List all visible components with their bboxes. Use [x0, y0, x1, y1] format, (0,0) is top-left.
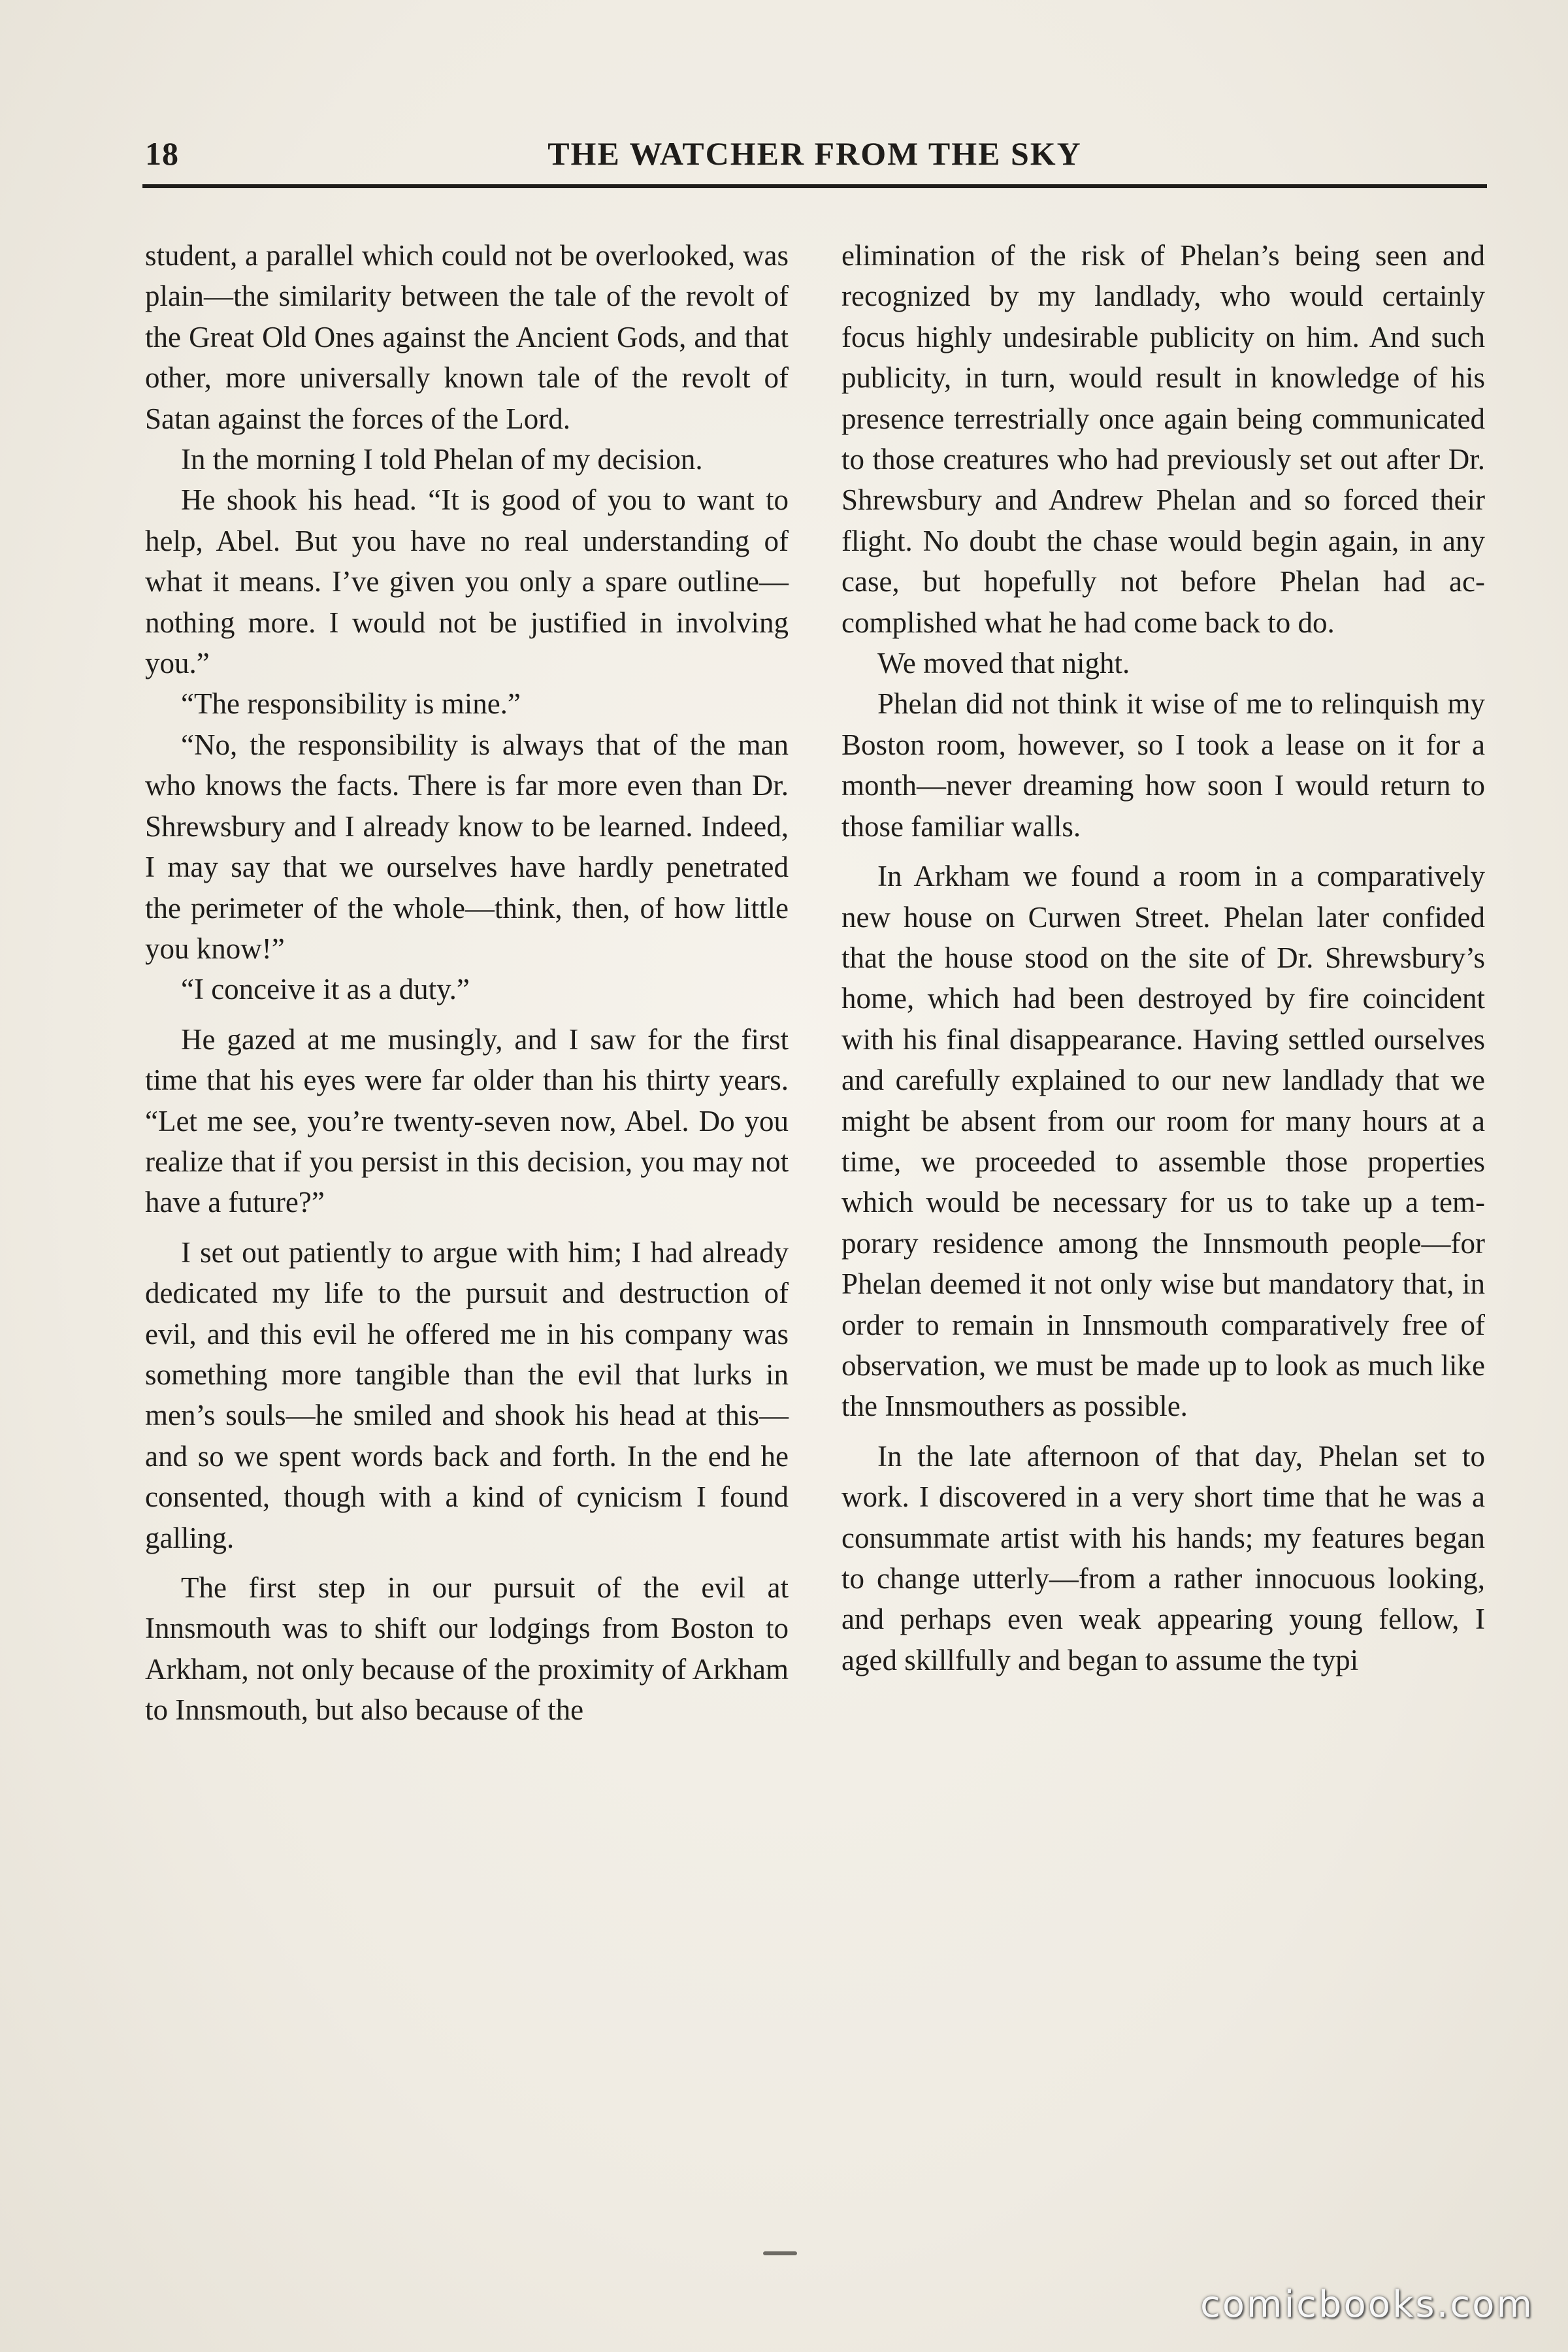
paragraph: “I conceive it as a duty.”: [181, 973, 470, 1006]
running-title: THE WATCHER FROM THE SKY: [547, 135, 1082, 172]
paragraph: “The responsibility is mine.”: [181, 687, 521, 721]
paragraph: Phelan did not think it wise of me to relinquish my Boston room, however, so I took a lease on it for a month—never dreaming how soon I would return to those familiar walls.: [841, 687, 1485, 843]
right-column: [841, 235, 1485, 1680]
paragraph: In the morning I told Phelan of my decision.: [181, 443, 703, 476]
paragraph: He shook his head. “It is good of you to want to help, Abel. But you have no real understanding of what it means. I’ve given you only a spare outline—nothing more. I would not be justified in involving you.”: [145, 483, 789, 680]
paragraph: elimination of the risk of Phelan’s being seen and recognized by my landlady, who would certainly focus highly undesirable publicity on him. And such publicity, in turn, would result in knowledge of his presence terrestrially once again being communicated to those creatures who had previously set out after Dr. Shrewsbury and Andrew Phelan and so forced their flight. No doubt the chase would begin again, in any case, but hopefully not before Phelan had accomplished what he had come back to do.: [841, 239, 1485, 639]
page-number: 18: [145, 135, 179, 172]
paragraph: In the late afternoon of that day, Phelan set to work. I discovered in a very short time that he was a consummate artist with his hands; my features began to change utterly—from a rather innocuous looking, and perhaps even weak appearing young fellow, I aged skillfully and began to assume the typi: [841, 1439, 1485, 1676]
printer-mark: [763, 2251, 797, 2255]
paragraph: He gazed at me musingly, and I saw for the first time that his eyes were far older than his thirty years. “Let me see, you’re twenty-seven now, Abel. Do you realize that if you persist in this decision, you may not have a future?”: [145, 1022, 789, 1219]
paragraph: “No, the responsibility is always that of the man who knows the facts. There is far more even than Dr. Shrewsbury and I already know to be learned. Indeed, I may say that we ourselves have hardly penetrated the perimeter of the whole—think, then, of how little you know!”: [145, 728, 789, 965]
watermark-logo: comicbooks.com: [1200, 2283, 1534, 2326]
page-header: [145, 135, 1484, 180]
paragraph: I set out patiently to argue with him; I had already dedicated my life to the pursuit and destruction of evil, and this evil he offered me in his company was something more tangible than the evil that lurks in men’s souls—he smiled and shook his head at this—and so we spent words back and forth. In the end he consented, though with a kind of cynicism I found galling.: [145, 1235, 789, 1554]
paragraph: student, a parallel which could not be overlooked, was plain—the similarity between the tale of the revolt of the Great Old Ones against the Ancient Gods, and that other, more universally known tale of the revolt of Satan against the forces of the Lord.: [145, 239, 789, 435]
paragraph: In Arkham we found a room in a comparatively new house on Curwen Street. Phelan later confided that the house stood on the site of Dr. Shrewsbury’s home, which had been destroyed by fire coincident with his final disappearance. Having settled ourselves and carefully explained to our new landlady that we might be absent from our room for many hours at a time, we proceeded to assemble those properties which would be necessary for us to take up a temporary residence among the Innsmouth people—for Phelan deemed it not only wise but mandatory that, in order to remain in Innsmouth comparatively free of observation, we must be made up to look as much like the Innsmouthers as possible.: [841, 860, 1485, 1423]
left-column: [145, 235, 789, 1731]
paragraph: The first step in our pursuit of the evil at Innsmouth was to shift our lodgings from Boston to Arkham, not only because of the proximity of Arkham to Innsmouth, but also because of the: [145, 1571, 789, 1727]
header-rule: [142, 184, 1487, 188]
paragraph: We moved that night.: [877, 647, 1130, 680]
